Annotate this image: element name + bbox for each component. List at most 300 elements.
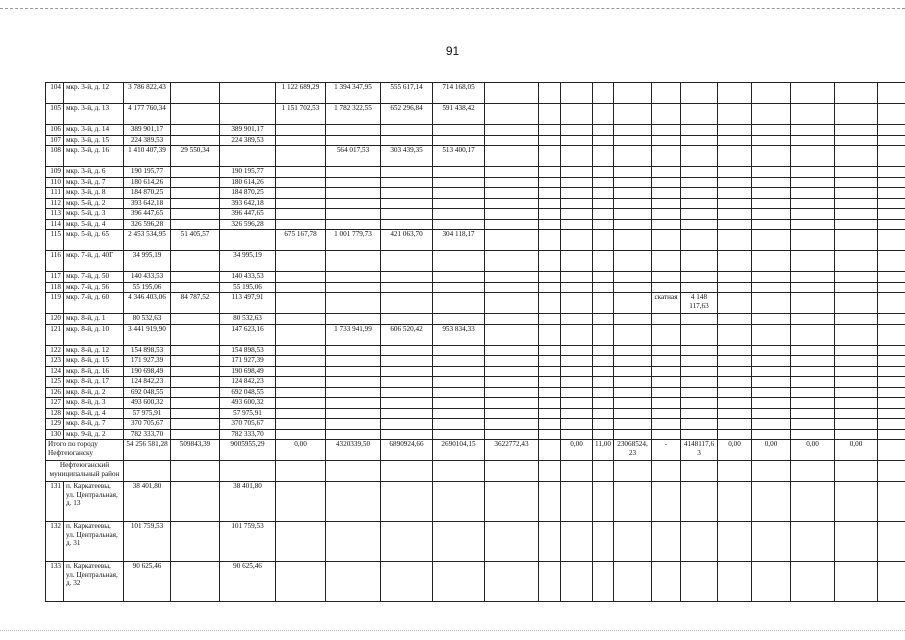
empty-cell (878, 167, 905, 178)
empty-cell (652, 177, 681, 188)
empty-cell (539, 83, 561, 104)
empty-cell (124, 461, 171, 482)
empty-cell (718, 188, 752, 199)
empty-cell (171, 198, 220, 209)
empty-cell (485, 125, 539, 136)
row-address: мкр. 7-й, д. 56 (64, 282, 124, 293)
empty-cell (171, 356, 220, 367)
row-number: 120 (46, 314, 64, 325)
empty-cell (835, 146, 878, 167)
empty-cell (718, 293, 752, 314)
empty-cell (614, 522, 652, 562)
empty-cell (835, 398, 878, 409)
empty-cell (561, 345, 593, 356)
empty-cell (433, 135, 485, 146)
empty-cell (326, 272, 381, 283)
empty-cell (614, 135, 652, 146)
empty-cell (433, 408, 485, 419)
value-cell: 90 625,46 (220, 562, 276, 602)
empty-cell (276, 461, 326, 482)
empty-cell (791, 314, 835, 325)
empty-cell (681, 135, 718, 146)
empty-cell (878, 440, 905, 461)
empty-cell (791, 167, 835, 178)
empty-cell (433, 387, 485, 398)
row-number: 114 (46, 219, 64, 230)
empty-cell (171, 377, 220, 388)
empty-cell (433, 272, 485, 283)
row-number: 106 (46, 125, 64, 136)
total-value: 509843,39 (171, 440, 220, 461)
empty-cell (681, 562, 718, 602)
table-row (46, 345, 905, 356)
empty-cell (171, 522, 220, 562)
empty-cell (791, 135, 835, 146)
empty-cell (561, 377, 593, 388)
empty-cell (561, 198, 593, 209)
total-value: 2690104,15 (433, 440, 485, 461)
empty-cell (326, 366, 381, 377)
value-cell: 564 017,53 (326, 146, 381, 167)
empty-cell (835, 209, 878, 220)
empty-cell (718, 135, 752, 146)
empty-cell (485, 135, 539, 146)
empty-cell (485, 177, 539, 188)
empty-cell (878, 324, 905, 345)
empty-cell (433, 188, 485, 199)
row-address: мкр. 8-й, д. 7 (64, 419, 124, 430)
empty-cell (485, 356, 539, 367)
empty-cell (752, 167, 791, 178)
empty-cell (681, 125, 718, 136)
empty-cell (593, 230, 614, 251)
empty-cell (835, 104, 878, 125)
empty-cell (652, 146, 681, 167)
table-row (46, 387, 905, 398)
row-number: 125 (46, 377, 64, 388)
row-address: мкр. 8-й, д. 3 (64, 398, 124, 409)
row-number: 119 (46, 293, 64, 314)
empty-cell (433, 209, 485, 220)
empty-cell (752, 429, 791, 440)
empty-cell (276, 429, 326, 440)
empty-cell (539, 146, 561, 167)
empty-cell (220, 230, 276, 251)
value-cell: 303 439,35 (381, 146, 433, 167)
value-cell: 154 898,53 (220, 345, 276, 356)
empty-cell (652, 230, 681, 251)
empty-cell (614, 429, 652, 440)
empty-cell (561, 408, 593, 419)
empty-cell (561, 293, 593, 314)
section-row (46, 461, 905, 482)
empty-cell (485, 562, 539, 602)
empty-cell (561, 83, 593, 104)
value-cell: 1 733 941,99 (326, 324, 381, 345)
empty-cell (681, 83, 718, 104)
empty-cell (614, 482, 652, 522)
empty-cell (593, 482, 614, 522)
empty-cell (614, 377, 652, 388)
value-cell: 326 596,28 (220, 219, 276, 230)
value-cell: 51 405,57 (171, 230, 220, 251)
value-cell: 190 698,49 (124, 366, 171, 377)
empty-cell (539, 398, 561, 409)
empty-cell (171, 177, 220, 188)
row-number: 128 (46, 408, 64, 419)
table-body (46, 83, 905, 602)
empty-cell (878, 429, 905, 440)
empty-cell (835, 366, 878, 377)
empty-cell (381, 398, 433, 409)
empty-cell (835, 219, 878, 230)
empty-cell (614, 345, 652, 356)
row-number: 109 (46, 167, 64, 178)
value-cell: 421 063,70 (381, 230, 433, 251)
empty-cell (381, 461, 433, 482)
total-row (46, 440, 905, 461)
value-cell: скатная (652, 293, 681, 314)
table-row (46, 324, 905, 345)
row-number: 122 (46, 345, 64, 356)
empty-cell (433, 377, 485, 388)
value-cell: 190 698,49 (220, 366, 276, 377)
empty-cell (791, 408, 835, 419)
row-number: 107 (46, 135, 64, 146)
empty-cell (433, 167, 485, 178)
empty-cell (652, 345, 681, 356)
empty-cell (791, 387, 835, 398)
empty-cell (878, 345, 905, 356)
empty-cell (561, 219, 593, 230)
empty-cell (433, 366, 485, 377)
empty-cell (652, 188, 681, 199)
empty-cell (485, 293, 539, 314)
empty-cell (681, 429, 718, 440)
empty-cell (681, 251, 718, 272)
empty-cell (539, 482, 561, 522)
empty-cell (593, 135, 614, 146)
empty-cell (718, 272, 752, 283)
empty-cell (614, 461, 652, 482)
empty-cell (433, 461, 485, 482)
empty-cell (718, 146, 752, 167)
empty-cell (171, 314, 220, 325)
empty-cell (835, 429, 878, 440)
empty-cell (878, 230, 905, 251)
table-row (46, 282, 905, 293)
empty-cell (718, 230, 752, 251)
empty-cell (718, 562, 752, 602)
empty-cell (791, 419, 835, 430)
empty-cell (791, 398, 835, 409)
row-number: 116 (46, 251, 64, 272)
value-cell: 4 148 117,63 (681, 293, 718, 314)
empty-cell (171, 251, 220, 272)
empty-cell (485, 324, 539, 345)
empty-cell (485, 314, 539, 325)
empty-cell (681, 209, 718, 220)
empty-cell (791, 324, 835, 345)
empty-cell (381, 198, 433, 209)
empty-cell (878, 377, 905, 388)
empty-cell (171, 387, 220, 398)
empty-cell (791, 209, 835, 220)
empty-cell (276, 293, 326, 314)
row-number: 112 (46, 198, 64, 209)
empty-cell (681, 146, 718, 167)
empty-cell (485, 167, 539, 178)
empty-cell (485, 482, 539, 522)
empty-cell (878, 209, 905, 220)
empty-cell (652, 209, 681, 220)
empty-cell (652, 272, 681, 283)
empty-cell (276, 219, 326, 230)
value-cell: 591 438,42 (433, 104, 485, 125)
total-value: 0,00 (561, 440, 593, 461)
empty-cell (485, 366, 539, 377)
empty-cell (614, 366, 652, 377)
empty-cell (593, 345, 614, 356)
empty-cell (681, 377, 718, 388)
empty-cell (614, 562, 652, 602)
empty-cell (561, 230, 593, 251)
empty-cell (752, 562, 791, 602)
empty-cell (752, 251, 791, 272)
empty-cell (878, 522, 905, 562)
empty-cell (614, 387, 652, 398)
empty-cell (752, 419, 791, 430)
value-cell: 38 401,80 (220, 482, 276, 522)
empty-cell (835, 188, 878, 199)
empty-cell (561, 398, 593, 409)
empty-cell (593, 272, 614, 283)
empty-cell (326, 429, 381, 440)
value-cell: 396 447,65 (220, 209, 276, 220)
empty-cell (652, 356, 681, 367)
empty-cell (835, 167, 878, 178)
empty-cell (326, 356, 381, 367)
empty-cell (433, 125, 485, 136)
empty-cell (752, 461, 791, 482)
empty-cell (593, 282, 614, 293)
row-address: мкр. 8-й, д. 12 (64, 345, 124, 356)
empty-cell (539, 345, 561, 356)
row-address: мкр. 5-й, д. 2 (64, 198, 124, 209)
empty-cell (652, 198, 681, 209)
value-cell: 124 842,23 (124, 377, 171, 388)
empty-cell (539, 230, 561, 251)
empty-cell (276, 251, 326, 272)
empty-cell (561, 188, 593, 199)
row-number: 130 (46, 429, 64, 440)
empty-cell (326, 167, 381, 178)
empty-cell (326, 482, 381, 522)
empty-cell (614, 230, 652, 251)
table-row (46, 419, 905, 430)
total-value: - (652, 440, 681, 461)
empty-cell (171, 345, 220, 356)
empty-cell (652, 522, 681, 562)
table-row (46, 314, 905, 325)
row-number: 129 (46, 419, 64, 430)
row-address: п. Каркатеевы, ул. Центральная, д. 31 (64, 522, 124, 562)
value-cell: 493 600,32 (220, 398, 276, 409)
empty-cell (276, 419, 326, 430)
empty-cell (791, 345, 835, 356)
empty-cell (561, 314, 593, 325)
value-cell: 55 195,06 (124, 282, 171, 293)
empty-cell (433, 419, 485, 430)
total-value: 0,00 (718, 440, 752, 461)
empty-cell (652, 482, 681, 522)
empty-cell (381, 366, 433, 377)
empty-cell (752, 135, 791, 146)
empty-cell (276, 562, 326, 602)
empty-cell (276, 366, 326, 377)
empty-cell (171, 125, 220, 136)
empty-cell (593, 522, 614, 562)
value-cell: 34 995,19 (220, 251, 276, 272)
empty-cell (276, 146, 326, 167)
empty-cell (614, 282, 652, 293)
empty-cell (791, 272, 835, 283)
total-label: Итого по городу Нефтеюганску (46, 440, 124, 461)
value-cell: 38 401,80 (124, 482, 171, 522)
empty-cell (652, 562, 681, 602)
empty-cell (539, 125, 561, 136)
value-cell: 4 346 403,06 (124, 293, 171, 314)
empty-cell (791, 429, 835, 440)
empty-cell (752, 522, 791, 562)
empty-cell (593, 398, 614, 409)
empty-cell (835, 83, 878, 104)
empty-cell (276, 345, 326, 356)
empty-cell (433, 345, 485, 356)
empty-cell (878, 104, 905, 125)
empty-cell (718, 522, 752, 562)
empty-cell (593, 429, 614, 440)
row-address: мкр. 3-й, д. 16 (64, 146, 124, 167)
empty-cell (718, 177, 752, 188)
empty-cell (614, 398, 652, 409)
empty-cell (752, 230, 791, 251)
value-cell: 493 600,32 (124, 398, 171, 409)
empty-cell (171, 135, 220, 146)
empty-cell (381, 356, 433, 367)
row-number: 115 (46, 230, 64, 251)
empty-cell (561, 146, 593, 167)
empty-cell (791, 282, 835, 293)
empty-cell (878, 83, 905, 104)
table-row (46, 167, 905, 178)
empty-cell (561, 366, 593, 377)
empty-cell (681, 461, 718, 482)
empty-cell (326, 135, 381, 146)
page-number: 91 (445, 44, 460, 58)
empty-cell (593, 104, 614, 125)
empty-cell (539, 440, 561, 461)
value-cell: 113 497,91 (220, 293, 276, 314)
value-cell: 782 333,70 (220, 429, 276, 440)
empty-cell (381, 188, 433, 199)
empty-cell (326, 398, 381, 409)
empty-cell (791, 219, 835, 230)
empty-cell (878, 398, 905, 409)
empty-cell (614, 251, 652, 272)
row-number: 131 (46, 482, 64, 522)
empty-cell (593, 461, 614, 482)
empty-cell (561, 167, 593, 178)
table-row (46, 293, 905, 314)
table-row (46, 429, 905, 440)
empty-cell (561, 209, 593, 220)
value-cell: 393 642,18 (220, 198, 276, 209)
empty-cell (485, 408, 539, 419)
empty-cell (433, 314, 485, 325)
empty-cell (652, 461, 681, 482)
table-row (46, 366, 905, 377)
empty-cell (381, 125, 433, 136)
empty-cell (485, 377, 539, 388)
empty-cell (433, 482, 485, 522)
empty-cell (652, 167, 681, 178)
empty-cell (681, 522, 718, 562)
empty-cell (433, 356, 485, 367)
empty-cell (539, 387, 561, 398)
empty-cell (614, 219, 652, 230)
empty-cell (878, 293, 905, 314)
row-address: мкр. 8-й, д. 15 (64, 356, 124, 367)
row-address: мкр. 3-й, д. 8 (64, 188, 124, 199)
empty-cell (681, 314, 718, 325)
empty-cell (485, 398, 539, 409)
empty-cell (276, 398, 326, 409)
empty-cell (652, 83, 681, 104)
empty-cell (878, 219, 905, 230)
value-cell: 190 195,77 (220, 167, 276, 178)
value-cell: 184 870,25 (124, 188, 171, 199)
empty-cell (791, 482, 835, 522)
empty-cell (433, 562, 485, 602)
table-row (46, 125, 905, 136)
empty-cell (835, 482, 878, 522)
value-cell: 3 786 822,43 (124, 83, 171, 104)
empty-cell (791, 377, 835, 388)
empty-cell (835, 562, 878, 602)
empty-cell (381, 387, 433, 398)
empty-cell (485, 282, 539, 293)
row-address: мкр. 8-й, д. 10 (64, 324, 124, 345)
empty-cell (381, 209, 433, 220)
empty-cell (878, 314, 905, 325)
empty-cell (171, 429, 220, 440)
empty-cell (326, 209, 381, 220)
empty-cell (791, 293, 835, 314)
value-cell: 389 901,17 (220, 125, 276, 136)
empty-cell (433, 177, 485, 188)
empty-cell (326, 293, 381, 314)
empty-cell (276, 522, 326, 562)
empty-cell (171, 482, 220, 522)
empty-cell (718, 429, 752, 440)
empty-cell (276, 177, 326, 188)
empty-cell (593, 251, 614, 272)
empty-cell (878, 482, 905, 522)
empty-cell (593, 293, 614, 314)
empty-cell (614, 408, 652, 419)
empty-cell (276, 167, 326, 178)
